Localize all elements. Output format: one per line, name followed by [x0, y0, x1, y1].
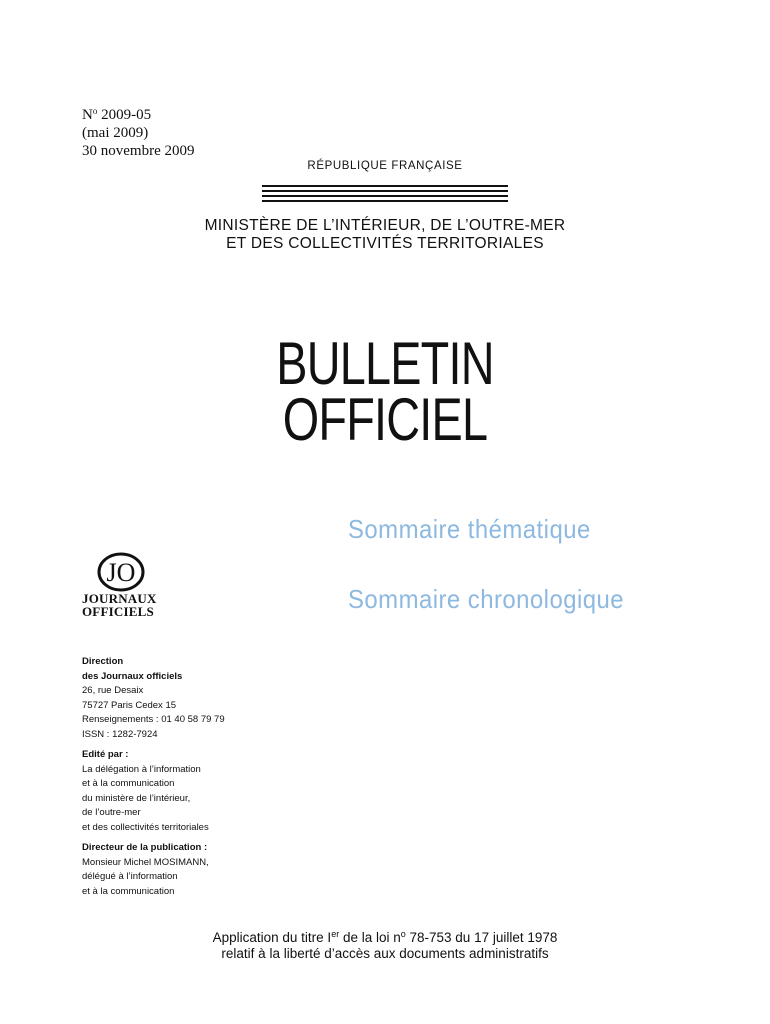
directeur-label: Directeur de la publication :: [82, 842, 208, 853]
edite-line: de l’outre-mer: [82, 807, 141, 818]
journaux-officiels-logo: [82, 552, 182, 618]
issue-period: (mai 2009): [82, 125, 149, 141]
renseignements: Renseignements : 01 40 58 79 79: [82, 714, 225, 725]
edite-par-label: Edité par :: [82, 749, 129, 760]
logo-line-1: JOURNAUX: [82, 591, 157, 606]
ministere-heading: [0, 217, 770, 253]
legal-footer: [0, 926, 770, 962]
edite-line: et des collectivités territoriales: [82, 821, 209, 833]
edite-line: La délégation à l’information: [82, 763, 201, 775]
document-title: [85, 330, 686, 453]
issn: ISSN : 1282-7924: [82, 728, 158, 740]
edite-line: et à la communication: [82, 778, 175, 789]
jo-monogram-icon: [96, 552, 146, 592]
publication-info: [82, 655, 225, 899]
ministere-line-2: ET DES COLLECTIVITÉS TERRITORIALES: [226, 235, 544, 252]
address: 26, rue Desaix: [82, 685, 144, 696]
city: 75727 Paris Cedex 15: [82, 699, 177, 711]
svg-text:JO: JO: [106, 558, 136, 587]
sommaire-thematique-link[interactable]: Sommaire thématique: [348, 514, 591, 544]
republique-francaise: RÉPUBLIQUE FRANÇAISE: [307, 160, 463, 172]
logo-line-2: OFFICIELS: [82, 604, 154, 619]
directeur-line: et à la communication: [82, 885, 175, 897]
edite-line: du ministère de l’intérieur,: [82, 792, 191, 804]
title-line-2: OFFICIEL: [282, 386, 488, 453]
issue-block: [82, 102, 194, 160]
sommaire-chronologique-link[interactable]: Sommaire chronologique: [348, 584, 625, 614]
issue-number: $N^o$ 2009-05: [82, 106, 152, 123]
directeur-line: délégué à l’information: [82, 871, 178, 882]
footer-line-1: Application du titre Ier de la loi $n^o$ 78-753 du 17 juillet 1978: [212, 929, 558, 945]
footer-line-2: relatif à la liberté d’accès aux documents administratifs: [221, 946, 549, 961]
issue-date: 30 novembre 2009: [82, 143, 195, 159]
directeur-line: Monsieur Michel MOSIMANN,: [82, 856, 209, 868]
header-rule: [262, 185, 508, 203]
direction-line-2: des Journaux officiels: [82, 670, 183, 682]
ministere-line-1: MINISTÈRE DE L’INTÉRIEUR, DE L’OUTRE-MER: [204, 217, 566, 234]
direction-line-1: Direction: [82, 656, 124, 667]
title-line-1: BULLETIN: [276, 330, 494, 397]
